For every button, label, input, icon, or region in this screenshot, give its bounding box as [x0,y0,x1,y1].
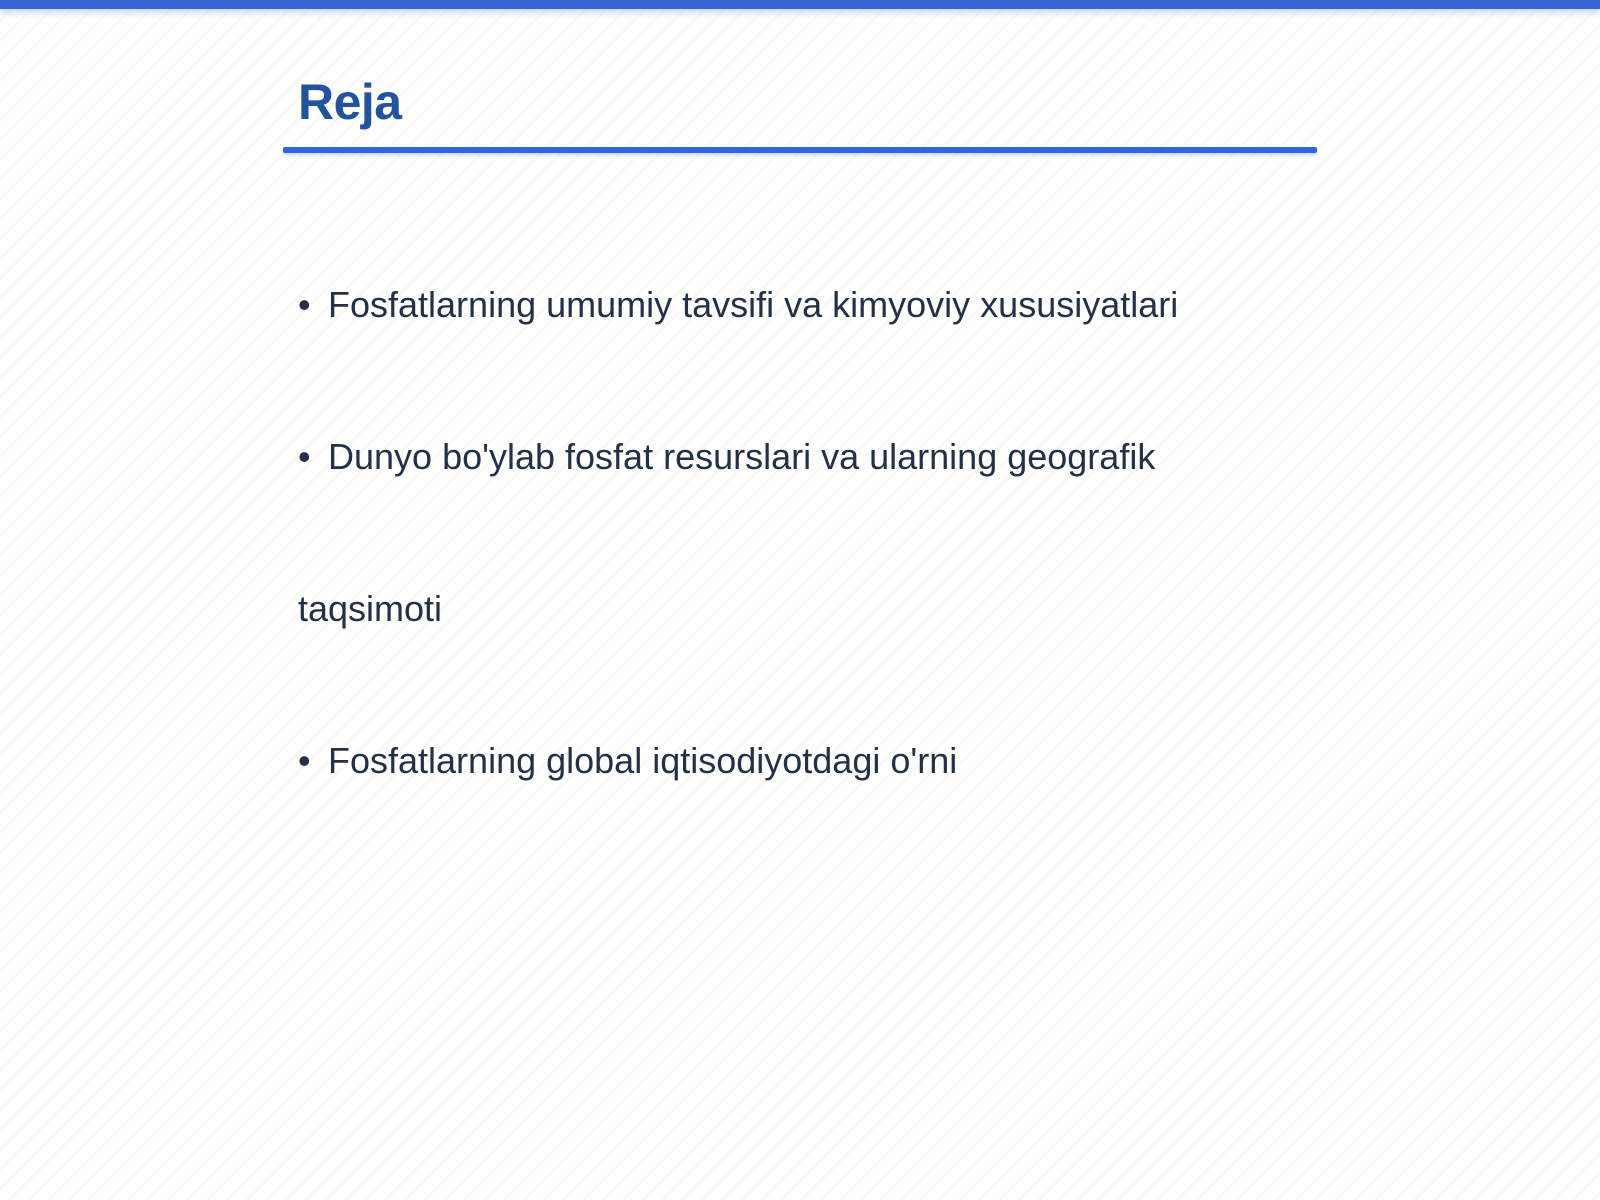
list-item-text: Fosfatlarning umumiy tavsifi va kimyoviy xususiyatlari [328,284,1179,325]
bullet-icon: • [298,436,311,477]
title-underline [283,147,1317,153]
list-item [298,281,1178,329]
list-item-continuation [298,585,442,633]
list-item [298,737,957,785]
list-item [298,433,1155,481]
list-item-text: Dunyo bo'ylab fosfat resurslari va ularning geografik [328,436,1156,477]
list-item-text: taqsimoti [298,588,443,629]
slide-title: Reja [298,74,402,130]
list-item-text: Fosfatlarning global iqtisodiyotdagi o'rni [328,740,958,781]
bullet-icon: • [298,740,311,781]
bullet-icon: • [298,284,311,325]
